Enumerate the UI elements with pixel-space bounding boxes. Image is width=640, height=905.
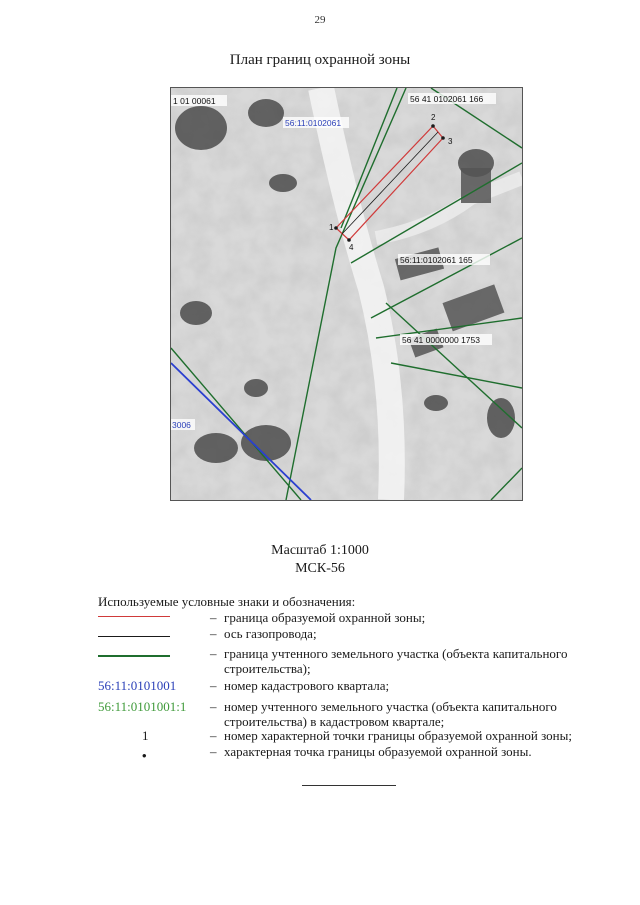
parcel-label-166: 56 41 0102061 166	[410, 94, 484, 104]
map-drawing	[171, 88, 522, 500]
aerial-map	[170, 87, 523, 501]
black-line-symbol	[98, 636, 170, 637]
point-label-3: 3	[448, 137, 453, 146]
quarter-label-left-top: 1 01 00061	[173, 96, 216, 106]
projection-text: МСК-56	[295, 561, 345, 576]
quarter-number-sample: 56:11:0101001	[98, 678, 177, 693]
parcel-number-sample: 56:11:0101001:1	[98, 699, 187, 714]
point-3-dot	[441, 136, 445, 140]
point-label-4: 4	[349, 243, 354, 252]
parcel-label-165: 56:11:0102061 165	[400, 255, 473, 265]
parcel-label-1753: 56 41 0000000 1753	[402, 335, 480, 345]
point-4-dot	[347, 238, 351, 242]
green-line-symbol	[98, 655, 170, 657]
point-dot-sample: •	[142, 748, 147, 763]
point-1-dot	[334, 226, 338, 230]
page-number: 29	[314, 14, 326, 26]
point-label-1: 1	[329, 223, 334, 232]
scale-text: Масштаб 1:1000	[271, 543, 369, 558]
point-2-dot	[431, 124, 435, 128]
point-number-sample: 1	[142, 728, 149, 743]
quarter-label-main: 56:11:0102061	[285, 118, 342, 128]
legend-title: Используемые условные знаки и обозначения:	[98, 594, 356, 609]
plan-title: План границ охранной зоны	[229, 52, 411, 68]
footer-divider	[302, 785, 396, 786]
point-label-2: 2	[431, 113, 436, 122]
left-edge-label: 3006	[172, 420, 191, 430]
red-line-symbol	[98, 616, 170, 617]
